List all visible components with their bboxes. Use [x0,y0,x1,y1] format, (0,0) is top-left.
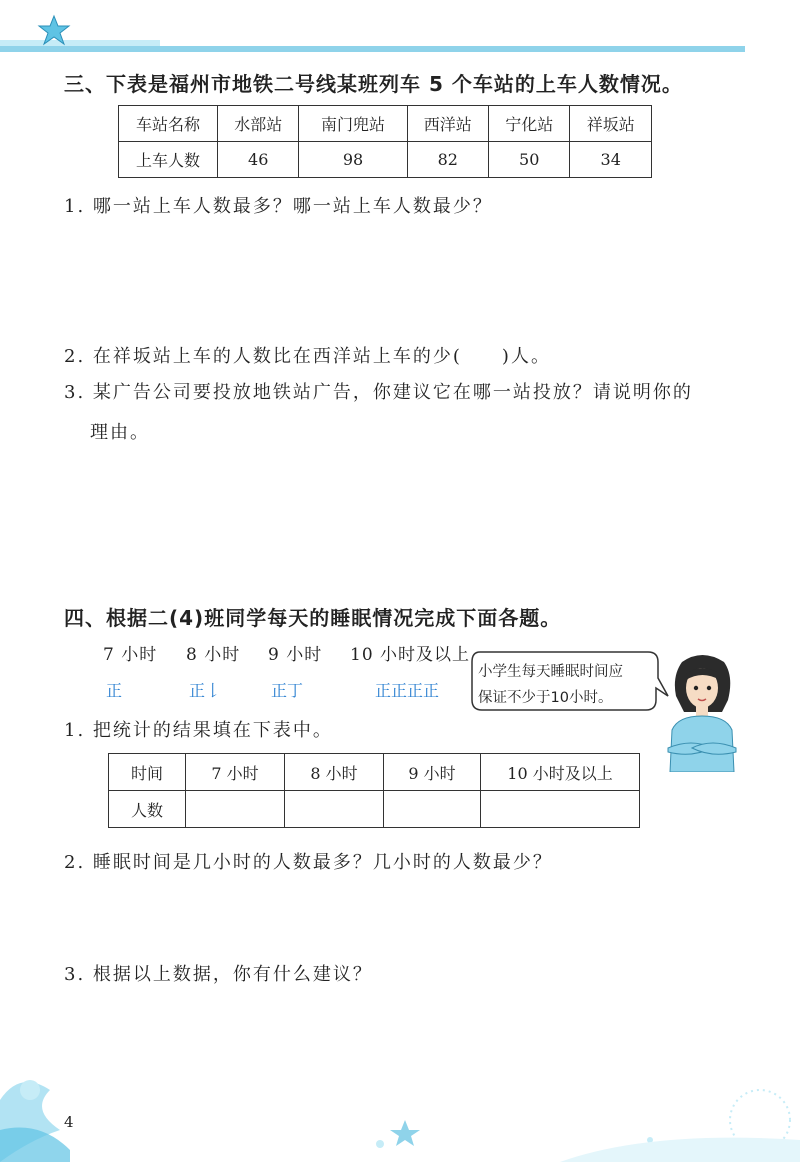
section3-question-3: 3. 某广告公司要投放地铁站广告，你建议它在哪一站投放？请说明你的 [64,382,693,403]
count-cell: 82 [407,142,488,178]
row-count-label: 人数 [109,791,186,828]
star-badge-icon [36,14,72,50]
hours-header-cell: 9 小时 [384,754,481,791]
row-label-station: 车站名称 [119,106,218,142]
hours-label: 10 小时及以上 [350,645,471,665]
table-row [109,791,640,828]
hours-header-cell: 8 小时 [285,754,384,791]
table-row [119,142,652,178]
table-row [109,754,640,791]
station-cell: 祥坂站 [570,106,652,142]
section4-heading: 四、根据二(4)班同学每天的睡眠情况完成下面各题。 [64,606,562,630]
station-cell: 宁化站 [489,106,570,142]
tally-mark: 正 [106,681,123,700]
answer-cell[interactable] [481,791,640,828]
station-cell: 西洋站 [407,106,488,142]
tally-mark: 正正正正 [375,681,440,700]
section4-question-2: 2. 睡眠时间是几小时的人数最多？几小时的人数最少？ [64,852,553,873]
section3-heading: 三、下表是福州市地铁二号线某班列车 5 个车站的上车人数情况。 [64,72,683,96]
speech-bubble-line2: 保证不少于10小时。 [478,690,613,706]
section3-question-1: 1. 哪一站上车人数最多？哪一站上车人数最少？ [64,196,493,217]
hours-label: 7 小时 [103,645,158,665]
speech-bubble-line1: 小学生每天睡眠时间应 [478,664,623,680]
count-cell: 50 [489,142,570,178]
tally-mark: 正𠄌 [189,681,222,700]
hours-header-cell: 7 小时 [186,754,285,791]
hours-label: 8 小时 [186,645,241,665]
row-label-count: 上车人数 [119,142,218,178]
footer-decoration [0,1030,800,1162]
section4-question-1: 1. 把统计的结果填在下表中。 [64,720,333,741]
answer-cell[interactable] [384,791,481,828]
tally-mark: 正丁 [271,681,304,700]
page-number: 4 [64,1113,74,1131]
table-row [119,106,652,142]
count-cell: 34 [570,142,652,178]
hours-header-cell: 10 小时及以上 [481,754,640,791]
section3-question-3-cont: 理由。 [90,422,150,443]
answer-cell[interactable] [285,791,384,828]
col-time-label: 时间 [109,754,186,791]
answer-cell[interactable] [186,791,285,828]
station-cell: 水部站 [218,106,299,142]
section4-question-3: 3. 根据以上数据，你有什么建议？ [64,964,373,985]
count-cell: 98 [299,142,407,178]
station-cell: 南门兜站 [299,106,407,142]
sleep-table [108,753,640,828]
station-table [118,105,652,178]
hours-label: 9 小时 [268,645,323,665]
count-cell: 46 [218,142,299,178]
section3-question-2: 2. 在祥坂站上车的人数比在西洋站上车的少( )人。 [64,346,551,367]
header-band [0,46,745,52]
girl-illustration [662,652,742,772]
